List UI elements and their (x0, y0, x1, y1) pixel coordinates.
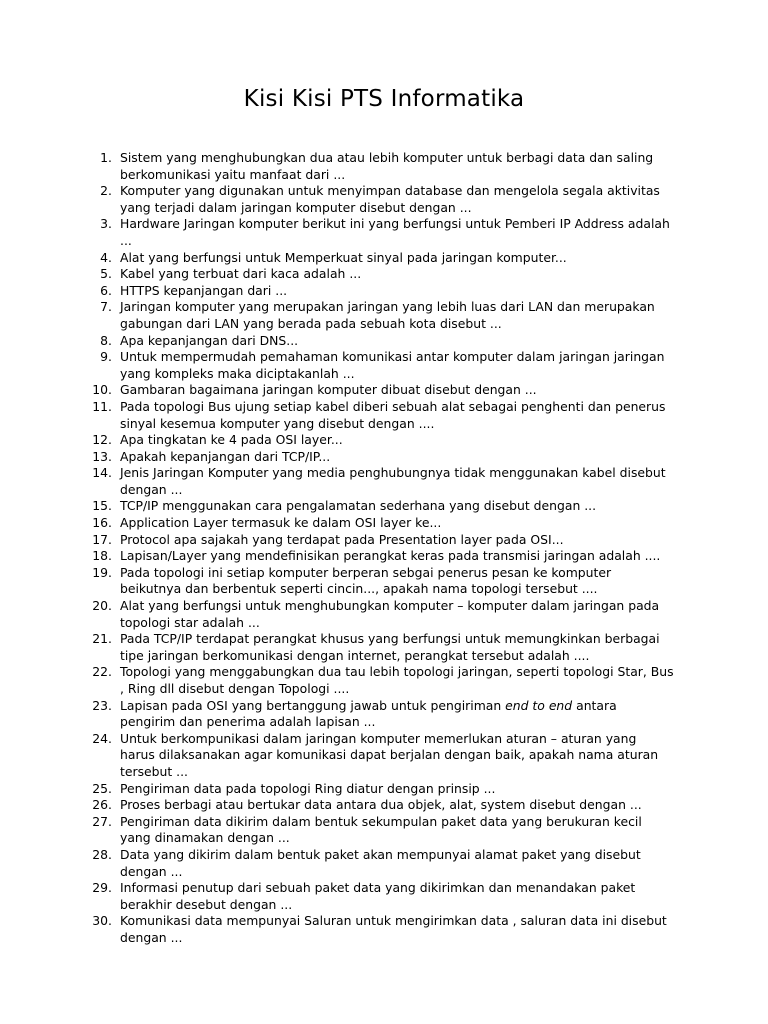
item-text: Apa tingkatan ke 4 pada OSI layer... (120, 432, 343, 448)
list-item (0, 183, 768, 216)
item-number: 19. (92, 564, 112, 580)
list-item (0, 465, 768, 498)
item-text: Lapisan/Layer yang mendefinisikan perangkat keras pada transmisi jaringan adalah .... (120, 548, 661, 564)
item-text: Data yang dikirim dalam bentuk paket akan mempunyai alamat paket yang disebut dengan ... (120, 846, 641, 879)
item-number: 24. (92, 730, 112, 746)
list-item (0, 598, 768, 631)
item-text: Pengiriman data pada topologi Ring diatur dengan prinsip ... (120, 780, 496, 796)
list-item (0, 250, 768, 267)
item-number: 5. (100, 266, 112, 282)
item-text: Protocol apa sajakah yang terdapat pada Presentation layer pada OSI... (120, 531, 564, 547)
item-text: Untuk berkompunikasi dalam jaringan komputer memerlukan aturan – aturan yang harus dilaksanakan agar komunikasi dapat berjalan dengan baik, apakah nama aturan tersebut ... (120, 730, 659, 779)
item-number: 29. (92, 880, 112, 896)
list-item (0, 631, 768, 664)
item-number: 18. (92, 548, 112, 564)
list-item (0, 781, 768, 798)
item-text: Pada topologi ini setiap komputer berperan sebgai penerus pesan ke komputer beikutnya dan berbentuk seperti cincin..., apakah nama topologi tersebut .... (120, 564, 612, 597)
item-text: Hardware Jaringan komputer berikut ini yang berfungsi untuk Pemberi IP Address adalah ... (120, 216, 670, 248)
list-item (0, 913, 768, 946)
item-text: Gambaran bagaimana jaringan komputer dibuat disebut dengan ... (120, 382, 537, 398)
item-text: Pada TCP/IP terdapat perangkat khusus yang berfungsi untuk memungkinkan berbagai tipe jaringan berkomunikasi dengan internet, perangkat tersebut adalah .... (120, 631, 660, 663)
item-number: 22. (92, 664, 112, 680)
item-text: Komputer yang digunakan untuk menyimpan database dan mengelola segala aktivitas yang terjadi dalam jaringan komputer disebut dengan ... (120, 183, 660, 215)
item-number: 30. (92, 913, 112, 929)
item-text: Kabel yang terbuat dari kaca adalah ... (120, 266, 362, 282)
question-list (0, 150, 768, 947)
list-item (0, 216, 768, 249)
item-number: 12. (92, 432, 112, 448)
item-number: 11. (92, 398, 112, 414)
item-text: Pengiriman data dikirim dalam bentuk sekumpulan paket data yang berukuran kecil yang dinamakan dengan ... (120, 813, 642, 846)
item-number: 2. (100, 183, 112, 199)
list-item (0, 698, 768, 731)
item-text: Alat yang berfungsi untuk Memperkuat sinyal pada jaringan komputer... (120, 249, 567, 265)
list-item (0, 664, 768, 697)
item-number: 27. (92, 813, 112, 829)
item-number: 26. (92, 797, 112, 813)
item-number: 28. (92, 846, 112, 862)
item-number: 7. (100, 299, 112, 315)
list-item (0, 565, 768, 598)
item-text: Application Layer termasuk ke dalam OSI layer ke... (120, 515, 442, 531)
item-text: Pada topologi Bus ujung setiap kabel diberi sebuah alat sebagai penghenti dan penerus sinyal kesemua komputer yang disebut dengan .... (120, 398, 666, 431)
item-text: HTTPS kepanjangan dari ... (120, 282, 288, 298)
list-item (0, 299, 768, 332)
item-text: Topologi yang menggabungkan dua tau lebih topologi jaringan, seperti topologi Star, Bus , Ring dll disebut dengan Topologi .... (120, 664, 674, 696)
item-number: 13. (92, 448, 112, 464)
list-item (0, 731, 768, 781)
item-number: 10. (92, 382, 112, 398)
list-item (0, 548, 768, 565)
item-text-italic: end to end (505, 697, 573, 713)
list-item (0, 880, 768, 913)
list-item (0, 515, 768, 532)
list-item (0, 283, 768, 300)
item-text: Untuk mempermudah pemahaman komunikasi antar komputer dalam jaringan jaringan yang kompleks maka diciptakanlah ... (120, 349, 665, 381)
item-text: Sistem yang menghubungkan dua atau lebih komputer untuk berbagi data dan saling berkomunikasi yaitu manfaat dari ... (120, 150, 654, 182)
item-number: 25. (92, 780, 112, 796)
list-item (0, 432, 768, 449)
item-number: 17. (92, 531, 112, 547)
item-number: 21. (92, 631, 112, 647)
item-number: 4. (100, 249, 112, 265)
list-item (0, 266, 768, 283)
list-item (0, 333, 768, 350)
item-text: Apakah kepanjangan dari TCP/IP... (120, 448, 331, 464)
list-item (0, 797, 768, 814)
document-title: Kisi Kisi PTS Informatika (243, 86, 525, 112)
item-text-part: Lapisan pada OSI yang bertanggung jawab untuk pengiriman (120, 697, 506, 713)
item-number: 16. (92, 515, 112, 531)
list-item (0, 532, 768, 549)
item-number: 20. (92, 598, 112, 614)
item-number: 23. (92, 697, 112, 713)
item-text: Proses berbagi atau bertukar data antara dua objek, alat, system disebut dengan ... (120, 797, 642, 813)
list-item (0, 847, 768, 880)
item-text: Jenis Jaringan Komputer yang media penghubungnya tidak menggunakan kabel disebut dengan ... (120, 465, 666, 497)
item-number: 1. (100, 150, 112, 165)
item-number: 3. (100, 216, 112, 232)
item-text: Apa kepanjangan dari DNS... (120, 332, 299, 348)
list-item (0, 498, 768, 515)
item-text: Komunikasi data mempunyai Saluran untuk mengirimkan data , saluran data ini disebut dengan ... (120, 913, 667, 945)
item-text-part: antara pengirim dan penerima adalah lapisan ... (120, 697, 617, 730)
list-item (0, 349, 768, 382)
item-number: 14. (92, 465, 112, 481)
item-text: Informasi penutup dari sebuah paket data yang dikirimkan dan menandakan paket berakhir desebut dengan ... (120, 880, 636, 912)
item-number: 8. (100, 332, 112, 348)
list-item (0, 399, 768, 432)
list-item (0, 150, 768, 183)
item-number: 9. (100, 349, 112, 365)
item-text: Jaringan komputer yang merupakan jaringan yang lebih luas dari LAN dan merupakan gabungan dari LAN yang berada pada sebuah kota disebut ... (120, 299, 655, 331)
item-text: Alat yang berfungsi untuk menghubungkan komputer – komputer dalam jaringan pada topologi star adalah ... (120, 598, 660, 630)
list-item (0, 382, 768, 399)
item-number: 15. (92, 498, 112, 514)
list-item (0, 449, 768, 466)
item-text (120, 698, 675, 731)
list-item (0, 814, 768, 847)
item-text: TCP/IP menggunakan cara pengalamatan sederhana yang disebut dengan ... (120, 498, 597, 514)
item-number: 6. (100, 282, 112, 298)
